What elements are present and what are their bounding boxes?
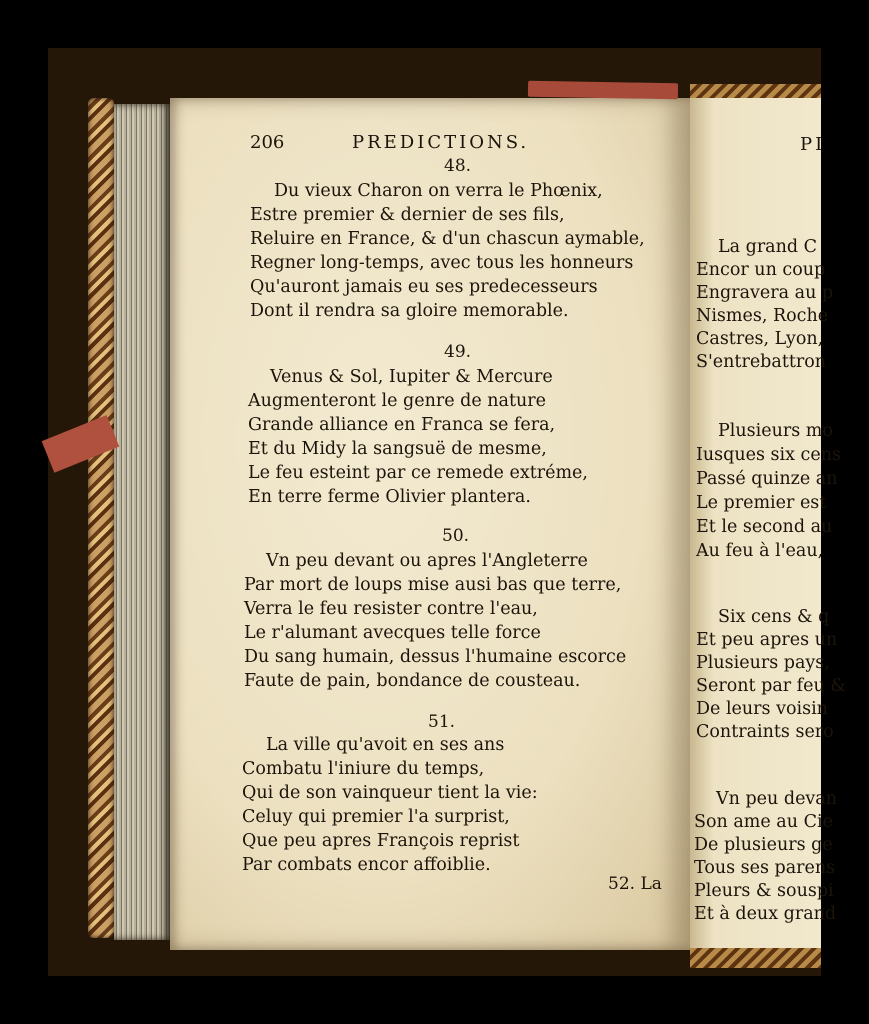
verse-line: Par mort de loups mise ausi bas que terre,: [244, 575, 622, 595]
catchword: 52. La: [608, 874, 662, 894]
book-photo: [48, 48, 846, 976]
verse-line: Dont il rendra sa gloire memorable.: [250, 301, 569, 321]
right-line: Et à deux grand: [694, 904, 837, 924]
right-line: Six cens & q: [718, 607, 830, 627]
running-head: PREDICTIONS.: [352, 132, 530, 153]
stanza-number: 48.: [444, 156, 472, 176]
right-line: Iusques six cens: [696, 445, 841, 465]
verse-line: Augmenteront le genre de nature: [248, 391, 546, 411]
verse-line: Vn peu devant ou apres l'Angleterre: [266, 551, 588, 571]
verse-line: Reluire en France, & d'un chascun aymable,: [250, 229, 645, 249]
verse-line: Combatu l'iniure du temps,: [242, 759, 485, 779]
verse-line: Faute de pain, bondance de cousteau.: [244, 671, 581, 691]
verse-line: Par combats encor affoiblie.: [242, 855, 491, 875]
right-line: Son ame au Cie: [694, 812, 833, 832]
right-line: Seront par feu &: [696, 676, 846, 696]
verse-line: Du sang humain, dessus l'humaine escorce: [244, 647, 627, 667]
verse-line: Grande alliance en Franca se fera,: [248, 415, 556, 435]
stanza-number: 50.: [442, 526, 470, 546]
page-number: 206: [250, 132, 285, 153]
verse-line: Du vieux Charon on verra le Phœnix,: [274, 181, 603, 201]
book-spine-left: [88, 98, 114, 938]
right-line: Passé quinze an: [696, 469, 838, 489]
right-line: Vn peu devan: [716, 789, 838, 809]
right-page: [690, 98, 846, 950]
right-line: De leurs voisin: [696, 699, 828, 719]
right-line: Contraints sero: [696, 722, 834, 742]
right-line: Nismes, Roche: [696, 306, 829, 326]
right-line: La grand C: [718, 237, 818, 257]
right-line: Engravera au p: [696, 283, 834, 303]
right-line: S'entrebattron: [696, 352, 827, 372]
verse-line: Que peu apres François reprist: [242, 831, 520, 851]
verse-line: En terre ferme Olivier plantera.: [248, 487, 531, 507]
right-line: Tous ses parens: [694, 858, 836, 878]
verse-line: Venus & Sol, Iupiter & Mercure: [270, 367, 553, 387]
right-line: De plusieurs ge: [694, 835, 833, 855]
right-line: Plusieurs pays,: [696, 653, 830, 673]
right-line: Au feu à l'eau,: [696, 541, 824, 561]
right-line: Encor un coup: [696, 260, 826, 280]
verse-line: Estre premier & dernier de ses fils,: [250, 205, 565, 225]
stanza-number: 49.: [444, 342, 472, 362]
verse-line: Et du Midy la sangsuë de mesme,: [248, 439, 547, 459]
right-line: Plusieurs mo: [718, 421, 833, 441]
page-edges: [114, 104, 170, 940]
verse-line: Celuy qui premier l'a surprist,: [242, 807, 510, 827]
right-line: Castres, Lyon,: [696, 329, 824, 349]
right-cover-bottom: [690, 948, 821, 968]
right-line: Et peu apres un: [696, 630, 838, 650]
verse-line: Verra le feu resister contre l'eau,: [244, 599, 538, 619]
verse-line: Qui de son vainqueur tient la vie:: [242, 783, 538, 803]
verse-line: Qu'auront jamais eu ses predecesseurs: [250, 277, 598, 297]
bookmark-ribbon-top: [528, 81, 678, 100]
verse-line: La ville qu'avoit en ses ans: [266, 735, 505, 755]
verse-line: Le r'alumant avecques telle force: [244, 623, 541, 643]
right-line: Le premier est: [696, 493, 827, 513]
right-line: Et le second au: [696, 517, 833, 537]
stanza-number: 51.: [428, 712, 456, 732]
right-running-head: PI: [800, 134, 826, 155]
verse-line: Regner long-temps, avec tous les honneurs: [250, 253, 634, 273]
verse-line: Le feu esteint par ce remede extréme,: [248, 463, 588, 483]
right-line: Pleurs & souspi: [694, 881, 834, 901]
